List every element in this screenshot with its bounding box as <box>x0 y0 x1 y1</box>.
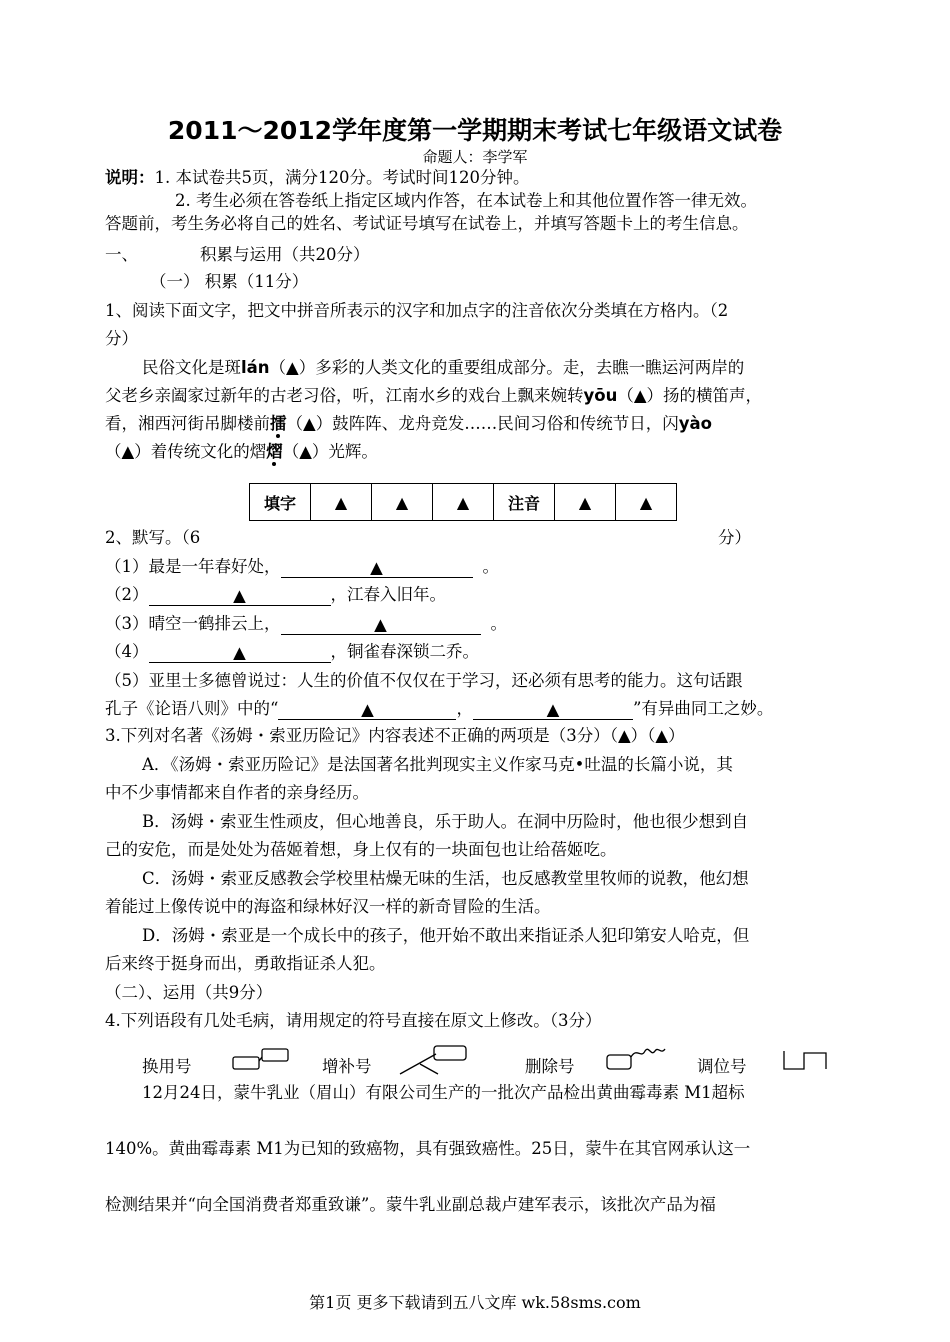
q4-passage-line2: 140%。黄曲霉毒素 M1为已知的致癌物，具有强致癌性。25日，蒙牛在其官网承认这一 <box>105 1139 751 1158</box>
mark-label-delete: 删除号 <box>525 1057 575 1076</box>
note-1: 说明：1. 本试卷共5页，满分120分。考试时间120分钟。 <box>105 168 530 187</box>
section-1-heading: 一、 积累与运用（共20分） <box>105 245 370 264</box>
mark-label-insert: 增补号 <box>322 1057 372 1076</box>
q3-heading: 3.下列对名著《汤姆・索亚历险记》内容表述不正确的两项是（3分）（▲）（▲） <box>105 726 685 745</box>
q2-heading-tail: 分） <box>718 528 751 547</box>
q2-item-4: （4） ▲ ，铜雀春深锁二乔。 <box>105 642 479 662</box>
q2-item-2: （2） ▲ ，江春入旧年。 <box>105 585 446 605</box>
subsection-1-heading: （一） 积累（11分） <box>150 272 309 291</box>
mark-label-reorder: 调位号 <box>697 1057 747 1076</box>
q2-item-5: （5）亚里士多德曾说过：人生的价值不仅仅在于学习，还必须有思考的能力。这句话跟 <box>105 671 743 690</box>
q2-item-3: （3）晴空一鹤排云上， ▲ 。 <box>105 614 507 634</box>
insert-mark-icon <box>398 1044 470 1076</box>
answer-table <box>249 483 677 521</box>
q3-option-c: C．汤姆・索亚反感教会学校里枯燥无味的生活，也反感教堂里牧师的说教，他幻想 <box>142 869 749 888</box>
note-2: 2. 考生必须在答卷纸上指定区域内作答，在本试卷上和其他位置作答一律无效。 <box>175 191 757 210</box>
q1-passage-line2: 父老乡亲阖家过新年的古老习俗，听，江南水乡的戏台上飘来婉转yōu（▲）扬的横笛声， <box>105 386 763 405</box>
blank-field[interactable]: ▲ <box>281 614 481 635</box>
blank-field[interactable]: ▲ <box>149 585 331 606</box>
blank-field[interactable]: ▲ <box>278 699 456 720</box>
q4-passage-line3: 检测结果并“向全国消费者郑重致谦”。蒙牛乳业副总裁卢建军表示，该批次产品为福 <box>105 1195 716 1214</box>
blank-field[interactable]: ▲ <box>149 642 331 663</box>
blank-field[interactable]: ▲ <box>281 557 473 578</box>
q4-heading: 4.下列语段有几处毛病，请用规定的符号直接在原文上修改。（3分） <box>105 1011 602 1030</box>
mark-label-replace: 换用号 <box>142 1057 192 1076</box>
q1-line1: 1、阅读下面文字，把文中拼音所表示的汉字和加点字的注音依次分类填在方格内。（2 <box>105 301 729 320</box>
q3-option-d: D．汤姆・索亚是一个成长中的孩子，他开始不敢出来指证杀人犯印第安人哈克，但 <box>142 926 750 945</box>
page-title: 2011～2012学年度第一学期期末考试七年级语文试卷 <box>167 116 783 145</box>
answer-cell[interactable]: ▲ <box>555 484 616 521</box>
q3-option-c-cont: 着能过上像传说中的海盗和绿林好汉一样的新奇冒险的生活。 <box>105 897 551 916</box>
q2-item-6: 孔子《论语八则》中的“ ▲ ， ▲ ”有异曲同工之妙。 <box>105 699 774 719</box>
answer-cell-fill-label: 填字 <box>250 484 311 521</box>
q3-option-a: A．《汤姆・索亚历险记》是法国著名批判现实主义作家马克•吐温的长篇小说，其 <box>142 755 733 774</box>
q3-option-b-cont: 己的安危，而是处处为蓓姬着想，身上仅有的一块面包也让给蓓姬吃。 <box>105 840 617 859</box>
answer-cell[interactable]: ▲ <box>372 484 433 521</box>
answer-cell-pinyin-label: 注音 <box>494 484 555 521</box>
delete-mark-icon <box>605 1045 667 1073</box>
q1-passage-line3: 看，湘西河街吊脚楼前擂（▲）鼓阵阵、龙舟竞发……民间习俗和传统节日，闪yào <box>105 414 712 433</box>
q1-passage-line4: （▲）着传统文化的熠熠（▲）光辉。 <box>105 442 378 461</box>
q2-heading: 2、默写。（6 <box>105 528 201 547</box>
subsection-2-heading: （二）、运用（共9分） <box>105 983 273 1002</box>
answer-cell[interactable]: ▲ <box>311 484 372 521</box>
q1-line2: 分） <box>105 329 138 348</box>
q3-option-a-cont: 中不少事情都来自作者的亲身经历。 <box>105 783 369 802</box>
answer-cell[interactable]: ▲ <box>433 484 494 521</box>
reorder-mark-icon <box>782 1047 830 1073</box>
note-3: 答题前，考生务必将自己的姓名、考试证号填写在试卷上，并填写答题卡上的考生信息。 <box>105 214 749 233</box>
q3-option-d-cont: 后来终于挺身而出，勇敢指证杀人犯。 <box>105 954 386 973</box>
blank-field[interactable]: ▲ <box>473 699 633 720</box>
page-footer: 第1页 更多下载请到五八文库 wk.58sms.com <box>309 1293 641 1312</box>
q1-passage-line1: 民俗文化是斑lán（▲）多彩的人类文化的重要组成部分。走，去瞧一瞧运河两岸的 <box>142 358 745 377</box>
q4-passage-line1: 12月24日，蒙牛乳业（眉山）有限公司生产的一批次产品检出黄曲霉毒素 M1超标 <box>142 1083 745 1102</box>
answer-cell[interactable]: ▲ <box>616 484 677 521</box>
q3-option-b: B．汤姆・索亚生性顽皮，但心地善良，乐于助人。在洞中历险时，他也很少想到自 <box>142 812 749 831</box>
q2-item-1: （1）最是一年春好处， ▲ 。 <box>105 557 499 577</box>
replace-mark-icon <box>232 1047 292 1071</box>
author-line: 命题人：李学军 <box>422 148 528 166</box>
